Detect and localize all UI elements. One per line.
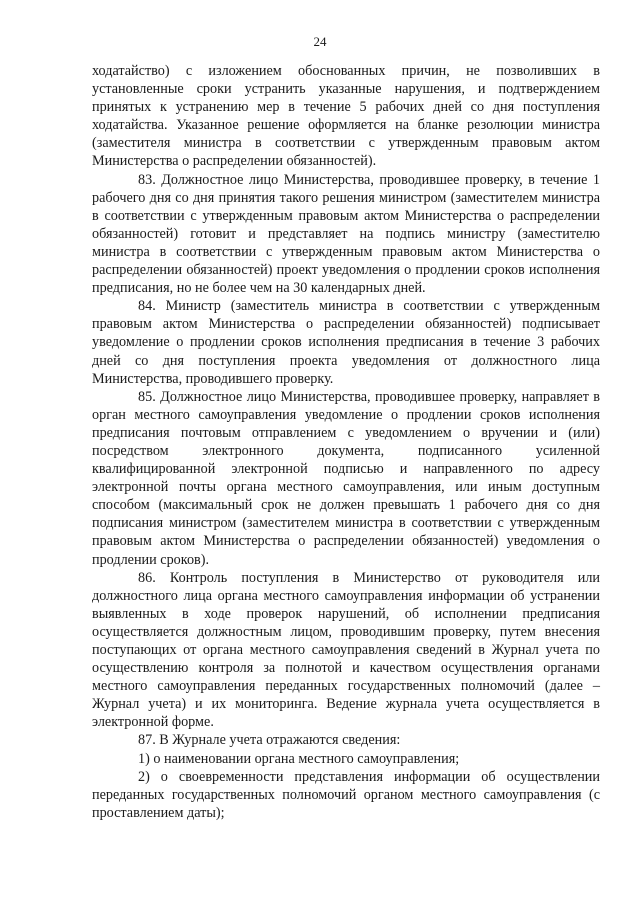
list-item-2: 2) о своевременности представления информации об осуществлении переданных государственных полномочий органом местного самоуправления (с проставлением даты); (92, 768, 600, 821)
paragraph-continuation: ходатайство) с изложением обоснованных причин, не позволивших в установленные сроки устранить указанные нарушения, и подтверждением принятых к устранению мер в течение 5 рабочих дней со дня поступления ходатайства. Указанное решение оформляется на бланке резолюции министра (заместителя министра в соответствии с утвержденным правовым актом Министерства о распределении обязанностей). (92, 63, 600, 170)
paragraph-86: 86. Контроль поступления в Министерство от руководителя или должностного лица органа местного самоуправления информации об устранении выявленных в ходе проверок нарушений, об исполнении предписания осуществляется должностным лицом, проводившим проверку, путем внесения поступающих от органа местного самоуправления сведений в Журнал учета по осуществлению контроля за полнотой и качеством осуществления органами местного самоуправления переданных государственных полномочий (далее – Журнал учета) и их мониторинга. Ведение журнала учета осуществляется в электронной форме. (92, 569, 600, 731)
paragraph-85: 85. Должностное лицо Министерства, проводившее проверку, направляет в орган местного самоуправления уведомление о продлении сроков исполнения предписания почтовым отправлением с уведомлением о вручении и (или) посредством электронного документа, подписанного усиленной квалифицированной электронной подписью и направленного по адресу электронной почты органа местного самоуправления, или иным доступным способом (максимальный срок не должен превышать 1 рабочего дня со дня подписания министром (заместителем министра в соответствии с утвержденным правовым актом Министерства о распределении обязанностей) уведомления о продлении сроков). (92, 388, 600, 568)
list-item-1: 1) о наименовании органа местного самоуправления; (138, 750, 460, 767)
paragraph-83: 83. Должностное лицо Министерства, проводившее проверку, в течение 1 рабочего дня со дня принятия такого решения министром (заместителем министра в соответствии с утвержденным правовым актом Министерства о распределении обязанностей) готовит и представляет на подпись министру (заместителю министра в соответствии с утвержденным правовым актом Министерства о распределении обязанностей) проект уведомления о продлении сроков исполнения предписания, но не более чем на 30 календарных дней. (92, 171, 600, 297)
page-number: 24 (313, 34, 327, 49)
paragraph-84: 84. Министр (заместитель министра в соответствии с утвержденным правовым актом Министерства о распределении обязанностей) подписывает уведомление о продлении сроков исполнения предписания в течение 3 рабочих дней со дня поступления проекта уведомления от должностного лица Министерства, проводившего проверку. (92, 298, 600, 387)
paragraph-87: 87. В Журнале учета отражаются сведения: (138, 732, 401, 749)
document-body (92, 62, 600, 822)
